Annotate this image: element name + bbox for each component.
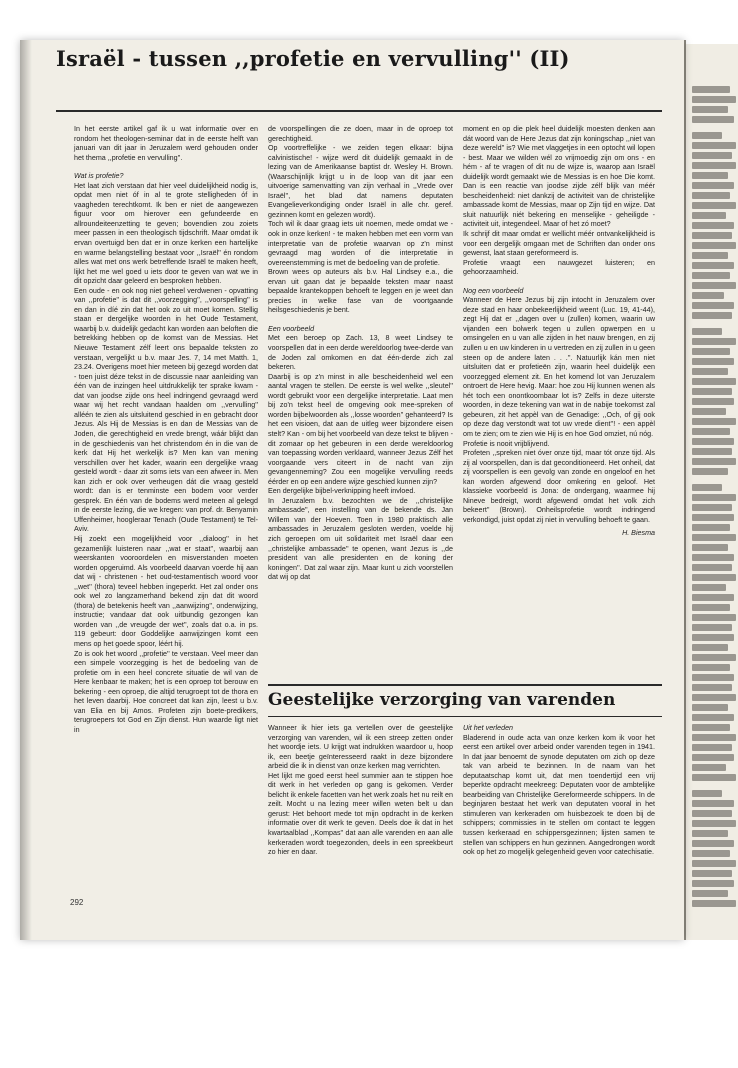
article1-column-1 xyxy=(74,125,258,735)
paragraph: Het laat zich verstaan dat hier veel duidelijkheid nodig is, opdat men niet óf in al te grote stelligheden óf in vaagheden terechtkomt. Ik ben er niet de aangewezen figuur voor om hierover een gefundeerde en allroundeiteenzetting te geven; bovendien zou zoiets meer passen in een theologisch tijdschrift. Maar omdat ik ervan overtuigd ben dat er in onze kerken een hartelijke en warme belangstelling bestaat voor ,,Israël'' én rondom alles wat met ons werk betreffende Israël te maken heeft, lijkt het me wel goed u iets door te geven van wat we in dit opzicht daar geleerd en besproken hebben. xyxy=(74,181,258,286)
article2-column-2 xyxy=(463,724,655,858)
paragraph: Een oude - en ook nog niet geheel verdwenen - opvatting van ,,profetie'' is dat dit ,,voorzegging'', ,,voorspelling'' is en dan in díé zin dat het ook zo uit moet komen. Stellig staan er dergelijke woorden in het Oude Testament, waarbij b.v. duidelijk gedacht kan worden aan beloften die betrekking hebben op de komst van de Messias. Het Nieuwe Testament zélf leert ons bepaalde teksten zo verstaan, vergelijkt u b.v. maar Jes. 7, 14 met Matth. 1, 23.24. Overigens moet hier meteen bij gezegd worden dat - toen juist déze tekst in de discussie naar aanleiding van één van de inzingen heel uitdrukkelijk ter sprake kwam - dat van joodse zijde ons heel indringend gevraagd werd waar wij het recht vandaan haalden om ,,vervulling'' alléén te zien als uitsluitend geschied in en gebracht door Jezus. Als Hij de Messias is en dan de Messias van de Joden, die gerechtigheid en vrede brengt, wáár blijkt dan in de geschiedenis van het christendom én in die van de kerk dat Hij het werkelijk is? Men kan van mening verschillen over het kader, waarin een dergelijke vraag gesteld wordt - daar zit soms iets van een afweer in. Men kan zich er ook over verheugen dát die vraag gesteld wordt: dan is er tenminste een bodem voor verder gesprek. En één van de bodems werd meteen al gelegd in de eerste lezing, die we kregen: van prof. dr. Benyamin Uffenheimer, hoogleraar Tenach (Oude Testament) te Tel-Aviv. xyxy=(74,286,258,534)
paragraph: Brown wees op auteurs als b.v. Hal Lindsey e.a., die ervan uit gaan dat je bepaalde teksten maar naast bepaalde krantekoppen behoeft te leggen en je weet dan precies in welke fase van de voortgaande heilsgeschiedenis je bent. xyxy=(268,268,453,315)
paragraph: In Jeruzalem b.v. bezochten we de ,,christelijke ambassade'', een instelling van de bekende ds. Jan Willem van der Hoeven. Toen in 1980 praktisch alle ambassades in Jeruzalem gesloten werden, voelde hij zich geroepen om uit solidariteit met Israël daar een ,,christelijke ambassade'' te openen, want Jezus is ,,de president van alle presidenten en de koning der koningen''. Dat zal waar zijn. Maar kunt u zich voorstellen dat wij op dat xyxy=(268,496,453,582)
paragraph: Wanneer ik hier iets ga vertellen over de geestelijke verzorging van varenden, wil ik een streep zetten onder het woordje iets. U krijgt wat indrukken waardoor u, hoop ik, een beetje geïnteresseerd raakt in deze bijzondere arbeid die ik in dienst van onze kerken mag verrichten. xyxy=(268,724,453,771)
article2-column-1 xyxy=(268,724,453,858)
article-title-israel: Israël - tussen ,,profetie en vervulling'' (II) xyxy=(56,46,570,71)
article1-column-2 xyxy=(268,125,453,583)
paragraph: Wanneer de Here Jezus bij zijn intocht in Jeruzalem over deze stad en haar onbekeerlijkheid weent (Luc. 19, 41-44), zegt Hij dat er ,,dagen over u (zullen) komen, waarin uw vijanden een bolwerk tegen u zullen opwerpen en u omsingelen en u van alle zijden in het nauw brengen, en zij zullen u en uw kinderen in u vertreden en zij zullen in u geen steen op de andere laten . . .''. Natuurlijk kán men niet uitsluiten dat er profetieën zijn, waarin heel duidelijk een voorzegged element zit. En het komend lot van Jeruzalem ontroert de Here hevig. Maar: hoe zou Hij kunnen wenen als hét toch een onontkoombaar lot is? Zelfs in deze uiterste woorden, in deze tekening van wat in de nabije toekomst zal gebeuren, zit het appèl van de Genadige: ,,Och, of gij ook op deze dag verstondt wat tot uw vrede dient''! - een appèl om te zien; om te zien wie Hij is en hoe God omziet, nú nóg. xyxy=(463,296,655,438)
title-rule xyxy=(56,110,662,112)
paragraph: Daarbij is op z'n minst in alle bescheidenheid wel een aantal vragen te stellen. De eerste is wel welke ,,sleutel'' wordt gebruikt voor een dergelijke interpretatie. Laat men bij zo'n tekst heel de omgeving ook mee-spreken of worden bijbelwoorden als ,,losse woorden'' gehanteerd? Is het een visioen, dat aan de uitleg weer bijzondere eisen stelt? Kan - om bij het voorbeeld van deze tekst te blijven - dit zomaar op het gebeuren in een derde wereldoorlog van toepassing worden verklaard, wanneer Jezus Zélf het voorgaande vers citeert in de nacht van zijn gevangenneming? Zou een mogelijke vervulling reeds éérder en op een andere wijze geschied kunnen zijn? xyxy=(268,372,453,486)
article2-top-rule xyxy=(268,684,662,686)
paragraph: In het eerste artikel gaf ik u wat informatie over en rondom het theologen-seminar dat in de eerste helft van januari van dit jaar in Jeruzalem werd gehouden onder het thema ,,profetie en vervulling''. xyxy=(74,125,258,162)
article2-title-rule xyxy=(268,716,662,717)
paragraph: de voorspellingen die ze doen, maar in de oproep tot gerechtigheid. xyxy=(268,125,453,143)
author-signature: H. Biesma xyxy=(622,529,655,538)
subheading: Nog een voorbeeld xyxy=(463,286,524,295)
paragraph: Zo is ook het woord ,,profetie'' te verstaan. Veel meer dan een simpele voorzegging is het de bedoeling van de profetie om in een heel concrete situatie de wil van de Here kenbaar te maken; het is een oproep tot berouw en bekering - een oproep, die altijd terugroept tot de thora en het leven daarbij. Hoe concreet dat kan zijn, leest u b.v. van Elia en bij Amos. Profeten zijn boete-predikers, terugroepers tot God en Zijn dienst. Hun waarde ligt niet in xyxy=(74,649,258,734)
paragraph: Toch wil ik daar graag iets uit noemen, mede omdat we - ook in onze kerken! - te maken hebben met een vorm van interpretatie van de profetie waarvan op z'n minst gevraagd mag worden of die interpretatie in overeenstemming is met de bedoeling van de profetie. xyxy=(268,220,453,267)
paragraph: Hij zoekt een mogelijkheid voor ,,dialoog'' in het gezamenlijk luisteren naar ,,wat er staat'', waarbij aan weerskanten vooroordelen en misverstanden moeten worden opgeruimd. Als voorbeeld daarvan voerde hij aan dat wij - christenen - het oud-testamentisch woord voor ,,wet'' (thora) teveel hebben ingeperkt. Het zal onder ons ook wel zo langzamerhand bekend zijn dat dit woord (thora) de betekenis heeft van ,,aanwijzing'', onderwijzing, instructie; vandaar dat ook uitbundig gezongen kan worden van ,,de vreugde der wet'', zoals dat o.a. in ps. 119 gebeurt: door Goddelijke aanwijzingen komt een mens op het goede spoor, léért hij. xyxy=(74,534,258,648)
paragraph: Het lijkt me goed eerst heel summier aan te stippen hoe dit werk in het verleden op gang is gekomen. Verder belicht ik enkele facetten van het werk zoals het nu reilt en zeilt. Mocht u na lezing meer willen weten belt u dan gerust: Het behoort mede tot mijn opdracht in de kerken informatie over dit werk te geven. Deels doe ik dat in het kwartaalblad ,,Kompas'' dat aan alle varenden en aan alle kerkeraden wordt toegezonden, deels in een spreekbeurt zo hier en daar. xyxy=(268,771,453,857)
paragraph: Bladerend in oude acta van onze kerken kom ik voor het eerst een artikel over arbeid onder varenden tegen in 1941. In dat jaar benoemt de synode deputaten om zich op deze tak van arbeid te bezinnen. In de naam van het deputaatschap komt uit, dat men toendertijd een vrij beperkte opdracht meekreeg: Deputaten voor de ambtelijke bearbeiding van Christelijke Gereformeerde schippers. In de beginjaren bestaat het werk van deputaten vooral in het stimuleren van kerkeraden om huisbezoek te doen bij de schippers; commissies in te stellen om contact te leggen tussen kerkeraad en schippersgezinnen; lijsten samen te stellen van schippers en hun gezinnen. Aangedrongen wordt ook op het zo mogelijk gelegenheid geven voor catechisatie. xyxy=(463,733,655,857)
page-fold-shadow xyxy=(20,40,32,940)
article-title-varenden: Geestelijke verzorging van varenden xyxy=(268,690,616,710)
paragraph: Profeten ,,spreken niet óver onze tijd, maar tót onze tijd. Als zij al voorspellen, dan is dat geconditioneerd. Het onheil, dat zij voorspellen is een gevolg van zonde en ongeloof en het kan worden afgewend door omkering en geloof. Het klassieke voorbeeld is Jona: de ondergang, waarmee hij Nineve bedreigt, wordt afgewend omdat het volk zich bekeert'' (Brown). Onheilsprofetie wordt indringend verkondigd, juist opdat zij niet in vervulling behoeft te gaan. xyxy=(463,449,655,524)
paragraph: Een dergelijke bijbel-verknipping heeft invloed. xyxy=(268,487,416,496)
paragraph: Op voortreffelijke - we zeiden tegen elkaar: bijna calvinistische! - wijze werd dit duidelijk gemaakt in de lezing van de Amerikaanse baptist dr. Wesley H. Brown. (Waarschijnlijk krijgt u in de loop van dit jaar een uitvoerige samenvatting van zijn verhaal in ,,Vrede over Israël'', het blad dat namens deputaten Evangelieverkondiging onder Israël in alle chr. geref. gezinnen komt en gelezen wordt). xyxy=(268,144,453,219)
subheading: Een voorbeeld xyxy=(268,324,315,333)
paragraph: Profetie vraagt een nauwgezet luisteren; en gehoorzaamheid. xyxy=(463,258,655,277)
paragraph: Profetie is nooit vrijblijvend. xyxy=(463,439,550,448)
subheading: Wat is profetie? xyxy=(74,172,124,181)
next-page-edge xyxy=(686,44,738,940)
paragraph: moment en op die plek heel duidelijk moesten denken aan dát woord van de Here Jezus dat zijn koningschap ,,niet van deze wereld'' is? Wie met vlaggetjes in een optocht wil lopen - best. Maar we wilden wél zo vrijmoedig zijn om ons - en hém - af te vragen of dit nu de wijze is, waarop aan Israël duidelijk wordt gemaakt wie de Messias is en hoe Die komt. Dan is een reactie van joodse zijde zélf blijk van méér bescheidenheid: niet dankzij de activiteit van de christelijke ambassade komt de Messias, maar op Zijn tijd en wijze. Dat sluit natuurlijk niét bekering en menselijke - geheiligde - activiteit uit, integendeel. Maar of het zó moet? xyxy=(463,125,655,229)
subheading: Uit het verleden xyxy=(463,724,514,732)
article1-column-3 xyxy=(463,125,655,539)
page-number: 292 xyxy=(70,898,84,907)
paragraph: Met een beroep op Zach. 13, 8 weet Lindsey te voorspellen dat in een derde wereldoorlog twee-derde van de Joden zal omkomen en dat één-derde zich zal bekeren. xyxy=(268,334,453,372)
paragraph: Ik schrijf dit maar omdat er wellicht méér ontvankelijkheid is voor een dergelijk omgaan met de Schriften dan onder ons gewenst, laat staan gereformeerd is. xyxy=(463,230,655,258)
